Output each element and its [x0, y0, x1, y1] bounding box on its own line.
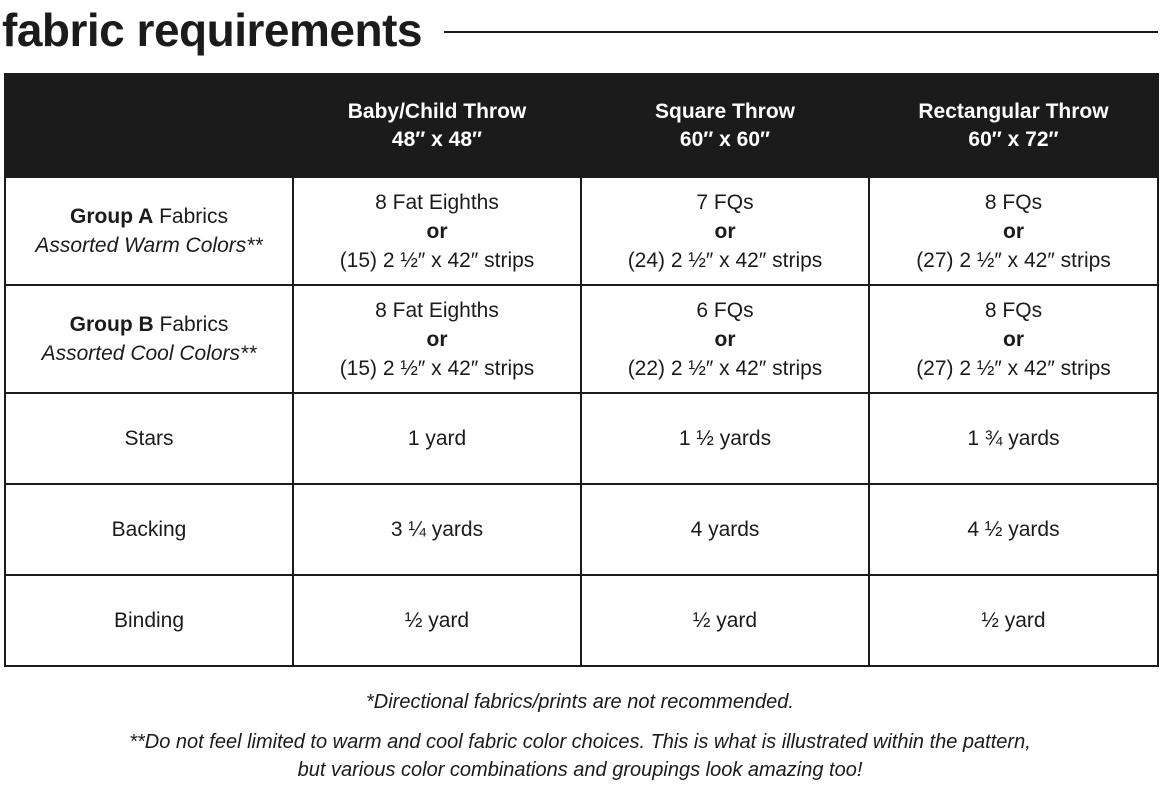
footnote-color-choices — [0, 728, 1160, 784]
table-cell: 4 yards — [581, 484, 869, 575]
table-row-group-b — [5, 285, 1158, 393]
column-size: 60″ x 72″ — [968, 127, 1059, 151]
cell-option-2: (24) 2 ½″ x 42″ strips — [627, 248, 823, 272]
page-title: fabric requirements — [2, 4, 422, 56]
cell-or: or — [426, 219, 448, 243]
cell-or: or — [714, 327, 736, 351]
table-row-group-a — [5, 177, 1158, 285]
cell-option-1: 8 FQs — [984, 190, 1043, 214]
row-label-rest: Fabrics — [153, 205, 228, 228]
column-name: Square Throw — [654, 99, 796, 123]
footnote-color-choices-line-1: **Do not feel limited to warm and cool fabric color choices. This is what is illustrated within the pattern, — [129, 731, 1031, 753]
row-sublabel: Assorted Warm Colors** — [35, 234, 263, 257]
header-baby-child-throw — [293, 74, 581, 177]
table-row-binding — [5, 575, 1158, 666]
footnote-color-choices-line-2: but various color combinations and groupings look amazing too! — [297, 759, 863, 781]
table-cell: 1 ½ yards — [581, 393, 869, 484]
table-cell: ½ yard — [293, 575, 581, 666]
column-size: 60″ x 60″ — [679, 127, 771, 151]
table-cell: 3 ¼ yards — [293, 484, 581, 575]
table-cell: 1 yard — [293, 393, 581, 484]
cell-option-2: (15) 2 ½″ x 42″ strips — [339, 248, 535, 272]
row-label: Binding — [5, 575, 293, 666]
cell-option-2: (27) 2 ½″ x 42″ strips — [916, 356, 1111, 380]
cell-or: or — [426, 327, 448, 351]
cell-option-1: 7 FQs — [696, 190, 754, 214]
row-label — [6, 310, 292, 339]
row-label-bold: Group B — [69, 313, 154, 336]
row-label-cell — [5, 177, 293, 285]
cell-option-2: (27) 2 ½″ x 42″ strips — [916, 248, 1111, 272]
table-row-backing — [5, 484, 1158, 575]
cell-option-1: 8 FQs — [984, 298, 1043, 322]
table-cell — [869, 285, 1158, 393]
fabric-requirements-table — [4, 73, 1159, 667]
column-name: Rectangular Throw — [918, 99, 1109, 123]
footnote-directional: *Directional fabrics/prints are not recommended. — [366, 691, 794, 713]
table-cell — [869, 177, 1158, 285]
column-size: 48″ x 48″ — [391, 127, 483, 151]
cell-or: or — [714, 219, 736, 243]
cell-option-1: 8 Fat Eighths — [375, 298, 499, 322]
cell-or: or — [1003, 327, 1024, 351]
table-cell — [293, 177, 581, 285]
column-name: Baby/Child Throw — [347, 99, 527, 123]
row-sublabel: Assorted Cool Colors** — [41, 342, 257, 365]
cell-option-1: 8 Fat Eighths — [375, 190, 499, 214]
row-label-cell — [5, 285, 293, 393]
title-rule — [444, 31, 1158, 33]
table-row-stars — [5, 393, 1158, 484]
cell-option-1: 6 FQs — [696, 298, 754, 322]
row-label: Backing — [5, 484, 293, 575]
title-bar — [0, 0, 1160, 64]
row-label-bold: Group A — [70, 205, 154, 228]
cell-option-2: (22) 2 ½″ x 42″ strips — [627, 356, 823, 380]
cell-option-2: (15) 2 ½″ x 42″ strips — [339, 356, 535, 380]
header-square-throw — [581, 74, 869, 177]
row-label: Stars — [5, 393, 293, 484]
header-empty-cell — [5, 74, 293, 177]
row-label-rest: Fabrics — [153, 313, 229, 336]
header-rectangular-throw — [869, 74, 1158, 177]
table-cell: ½ yard — [581, 575, 869, 666]
cell-or: or — [1003, 219, 1024, 243]
table-cell: 4 ½ yards — [869, 484, 1158, 575]
table-cell: 1 ¾ yards — [869, 393, 1158, 484]
footnotes — [0, 688, 1160, 784]
table-header-row — [5, 74, 1158, 177]
row-label — [6, 202, 292, 231]
table-cell — [581, 177, 869, 285]
table-cell — [293, 285, 581, 393]
table-cell — [581, 285, 869, 393]
table-cell: ½ yard — [869, 575, 1158, 666]
